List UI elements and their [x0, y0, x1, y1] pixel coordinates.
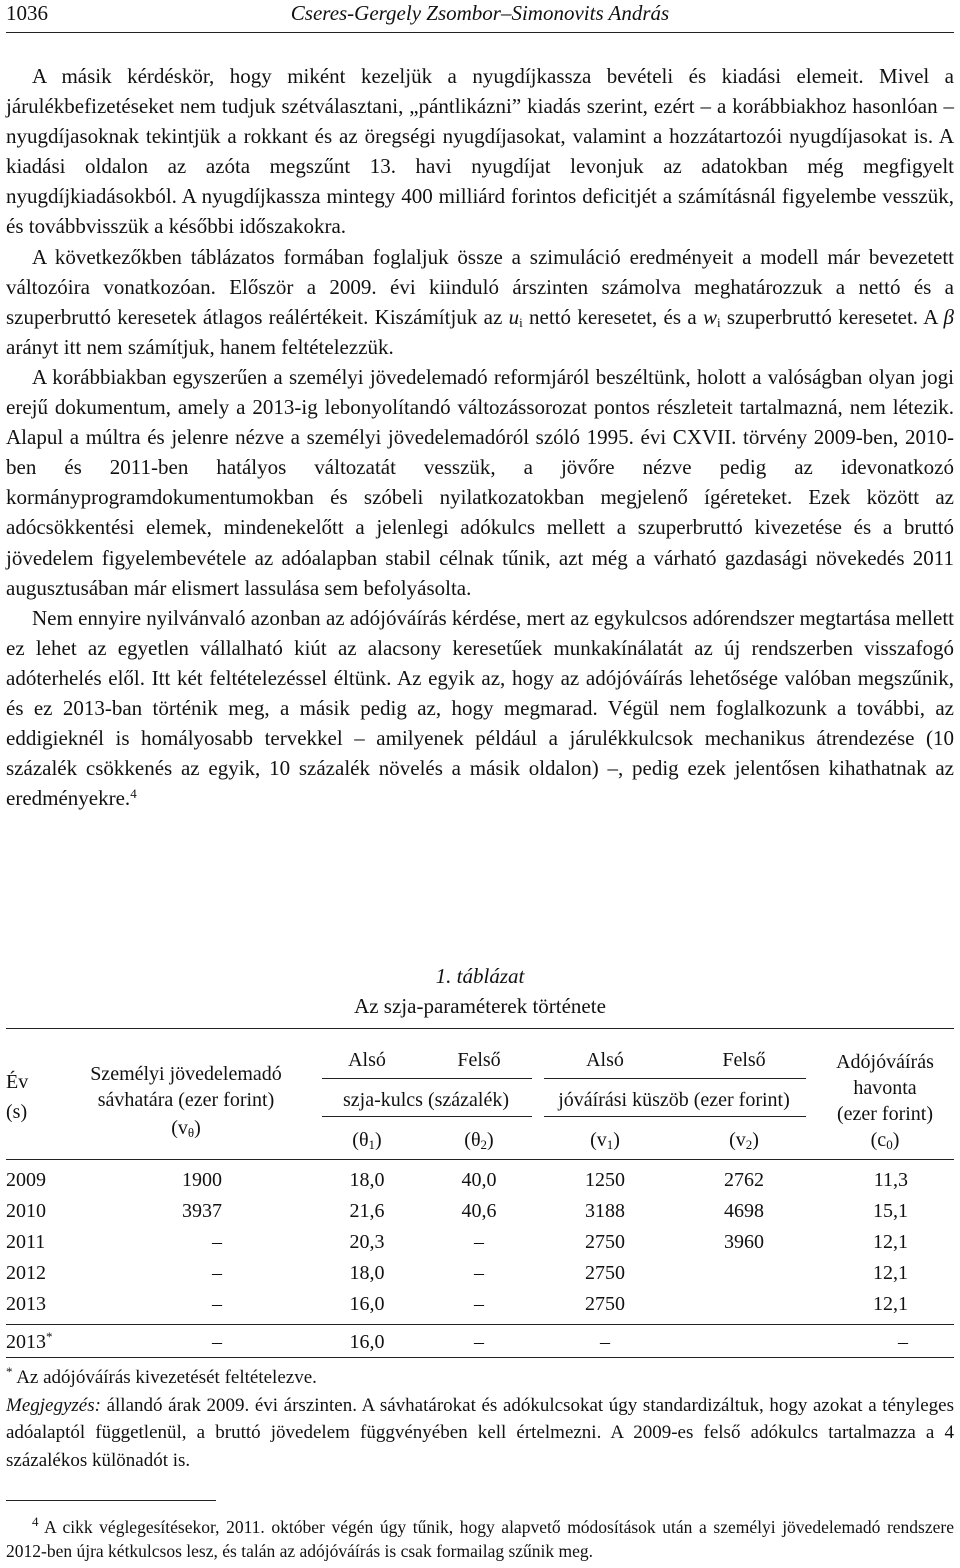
header-credit-line3: (ezer forint): [836, 1103, 934, 1125]
header-credit-line2: havonta: [853, 1077, 917, 1099]
szja-parameter-table: [6, 1028, 954, 1358]
cell-year: 2013: [6, 1293, 46, 1315]
header-v1: $(v_1)$: [590, 1129, 620, 1152]
header-theta2: $(\theta_2)$: [464, 1129, 494, 1152]
symbol-w: w: [702, 304, 717, 329]
cell-credit: –: [898, 1331, 908, 1353]
cell-year: 2010: [6, 1200, 46, 1222]
note-remark: Megjegyzés: állandó árak 2009. évi árszinten. A sávhatárokat és adókulcsokat úgy standardizáltuk, hogy azokat a tényleges adóalaptól függetlenül, a bruttó jövedelem függvényében kell értelmezni. A 2009-es felső adókulcs tartalmazza a 4 százalékos különadót is.: [6, 1394, 955, 1471]
header-theta1: $(\theta_1)$: [352, 1129, 382, 1152]
cell-upper-threshold: 3960: [724, 1231, 764, 1253]
table-top-rule: [6, 1028, 954, 1029]
cell-lower-rate: 18,0: [349, 1169, 385, 1191]
cell-upper-rate: –: [474, 1293, 484, 1315]
table-header-rule: [6, 1159, 954, 1160]
running-head-authors: Cseres-Gergely Zsombor–Simonovits András: [290, 1, 670, 25]
header-year: Év: [6, 1071, 29, 1093]
cell-upper-rate: 40,0: [461, 1169, 497, 1191]
header-lower-threshold: Alsó: [586, 1049, 624, 1071]
cell-credit: 12,1: [873, 1262, 908, 1284]
table-separator-rule: [6, 1324, 954, 1325]
cell-credit: 15,1: [873, 1200, 908, 1222]
cell-lower-threshold: 1250: [585, 1169, 625, 1191]
cell-credit: 11,3: [873, 1169, 908, 1191]
cell-bracket: –: [212, 1262, 222, 1284]
cell-lower-threshold: 2750: [585, 1293, 625, 1315]
paragraph-2: A következőkben táblázatos formában foglaljuk össze a szimuláció eredményeit a modell már bevezetett változóira vonatkozóan. Először a 2009. évi kiinduló árszinten számolva meghatározzuk a nettó és a szuperbruttó keresetek átlagos reálértékeit. Kiszámítjuk az $u_i$ nettó keresetet, és a $w_i$ szuperbruttó keresetet. A β arányt itt nem számítjuk, hanem feltételezzük.: [6, 244, 954, 359]
cell-bracket: –: [212, 1293, 222, 1315]
group-rule-threshold-2: [544, 1116, 806, 1117]
header-rule: [6, 32, 954, 33]
group-rule-threshold: [544, 1078, 806, 1079]
cell-bracket: –: [212, 1331, 222, 1353]
group-rule-rate: [322, 1078, 532, 1079]
paragraph-1: A másik kérdéskör, hogy miként kezeljük a nyugdíjkassza bevételi és kiadási elemeit. Mivel a járulékbefizetéseket nem tudjuk szétválasztani, „pántlikázni” kiadás szerint, ezért – a korábbiakhoz hasonlóan – nyugdíjasoknak tekintjük a rokkant és az öregségi nyugdíjasokat, valamint a hozzátartozói nyugdíjasokat is. A kiadási oldalon az azóta megszűnt 13. havi nyugdíjat levonjuk az adatokban még megfigyelt nyugdíjkiadásokból. A nyugdíjkassza mintegy 400 milliárd forintos deficitjét a számításnál figyelembe vesszük, és továbbvisszük a későbbi időszakokra.: [6, 64, 954, 239]
page-number: 1036: [6, 1, 48, 25]
header-upper-rate: Felső: [457, 1049, 501, 1071]
footnote-rule: [6, 1500, 216, 1501]
footnote-ref: 4: [130, 786, 137, 802]
cell-lower-threshold: –: [600, 1331, 610, 1353]
cell-upper-threshold: 2762: [724, 1169, 764, 1191]
table-notes: [6, 1364, 954, 1474]
header-c0: $(c_0)$: [870, 1129, 900, 1152]
table-title: Az szja-paraméterek története: [354, 994, 606, 1018]
cell-lower-threshold: 3188: [585, 1200, 625, 1222]
note-assumption: * Az adójóváírás kivezetését feltételezve.: [6, 1364, 317, 1388]
symbol-beta: β: [943, 304, 954, 329]
cell-upper-rate: –: [474, 1262, 484, 1284]
body-text: [6, 61, 954, 813]
footnote: $^4$ A cikk véglegesítésekor, 2011. október végén úgy tűnik, hogy alapvető módosítások után a személyi jövedelemadó rendszere 2012-ben újra kétkulcsos lesz, és talán az adójóváírás is csak formailag szűnik meg.: [6, 1514, 954, 1561]
running-header: [6, 1, 954, 31]
cell-upper-rate: 40,6: [461, 1200, 497, 1222]
paragraph-3: A korábbiakban egyszerűen a személyi jövedelemadó reformjáról beszéltünk, holott a valóságban olyan jogi erejű dokumentum, amely a 2013-ig lebonyolítandó változássorozat pontos részleteit tartalmazná, nem létezik. Alapul a múltra és jelenre nézve a személyi jövedelemadóról szóló 1995. évi CXVII. törvény 2009-ben, 2010-ben és 2011-ben hatályos változatát vesszük, a jövőre nézve pedig az idevonatkozó kormányprogramdokumentumokban és szóbeli nyilatkozatokban megjelenő ígéreteket. Ezek között az adócsökkentési elemek, mindenekelőtt a jelenlegi adókulcs mellett a szuperbruttó kivezetése és a bruttó jövedelem figyelembevétele az adóalapban stabil célnak tűnik, azt még a várható gazdasági növekedés 2011 augusztusában már elismert lassulása sem befolyásolta.: [6, 364, 954, 600]
header-credit-line1: Adójóváírás: [836, 1051, 934, 1073]
cell-lower-rate: 18,0: [349, 1262, 385, 1284]
cell-lower-threshold: 2750: [585, 1262, 625, 1284]
header-year-symbol: (s): [6, 1101, 28, 1123]
cell-year: 2011: [6, 1231, 46, 1253]
cell-bracket: –: [212, 1231, 222, 1253]
header-bracket-line2: sávhatára (ezer forint): [97, 1089, 275, 1111]
header-bracket-line1: Személyi jövedelemadó: [90, 1063, 282, 1085]
cell-lower-rate: 16,0: [349, 1331, 385, 1353]
group-rule-rate-2: [322, 1116, 532, 1117]
cell-upper-threshold: 4698: [724, 1200, 764, 1222]
cell-lower-threshold: 2750: [585, 1231, 625, 1253]
cell-lower-rate: 21,6: [349, 1200, 385, 1222]
table-bottom-rule: [6, 1357, 954, 1358]
symbol-u: u: [508, 304, 520, 329]
cell-lower-rate: 20,3: [349, 1231, 385, 1253]
cell-upper-rate: –: [474, 1231, 484, 1253]
header-upper-threshold: Felső: [722, 1049, 766, 1071]
header-v2: $(v_2)$: [729, 1129, 759, 1152]
cell-credit: 12,1: [873, 1231, 908, 1253]
cell-lower-rate: 16,0: [349, 1293, 385, 1315]
cell-bracket: 3937: [182, 1200, 222, 1222]
cell-year: 2012: [6, 1262, 46, 1284]
cell-bracket: 1900: [182, 1169, 222, 1191]
header-group-threshold: jóváírási küszöb (ezer forint): [558, 1089, 790, 1111]
table-number: 1. táblázat: [435, 964, 525, 988]
header-bracket-symbol: $(v_\theta)$: [171, 1117, 201, 1140]
header-lower-rate: Alsó: [348, 1049, 386, 1071]
cell-year: 2009: [6, 1169, 46, 1191]
header-group-rate: szja-kulcs (százalék): [342, 1089, 509, 1111]
paragraph-4: Nem ennyire nyilvánvaló azonban az adójóváírás kérdése, mert az egykulcsos adórendszer megtartása mellett ez lehet az egyetlen vállalható kiút az alacsony keresetűek munkakínálatát az új rendszerben visszafogó adóterhelés elől. Itt két feltételezéssel éltünk. Az egyik az, hogy az adójóváírás lehetősége valóban megszűnik, és ez 2013-ban történik meg, a másik pedig az, hogy megmarad. Végül nem foglalkozunk a további, az eddigieknél is homályosabb tervekkel – amilyenek például a járulékkulcsok mechanikus átrendezése (10 százalék csökkenés az egyik, 10 százalék növelés a másik oldalon) –, pedig ezek jelentősen kihathatnak az eredményekre.$^4$: [6, 605, 954, 811]
cell-credit: 12,1: [873, 1293, 908, 1315]
cell-year: 2013*: [6, 1329, 53, 1353]
cell-upper-rate: –: [474, 1331, 484, 1353]
